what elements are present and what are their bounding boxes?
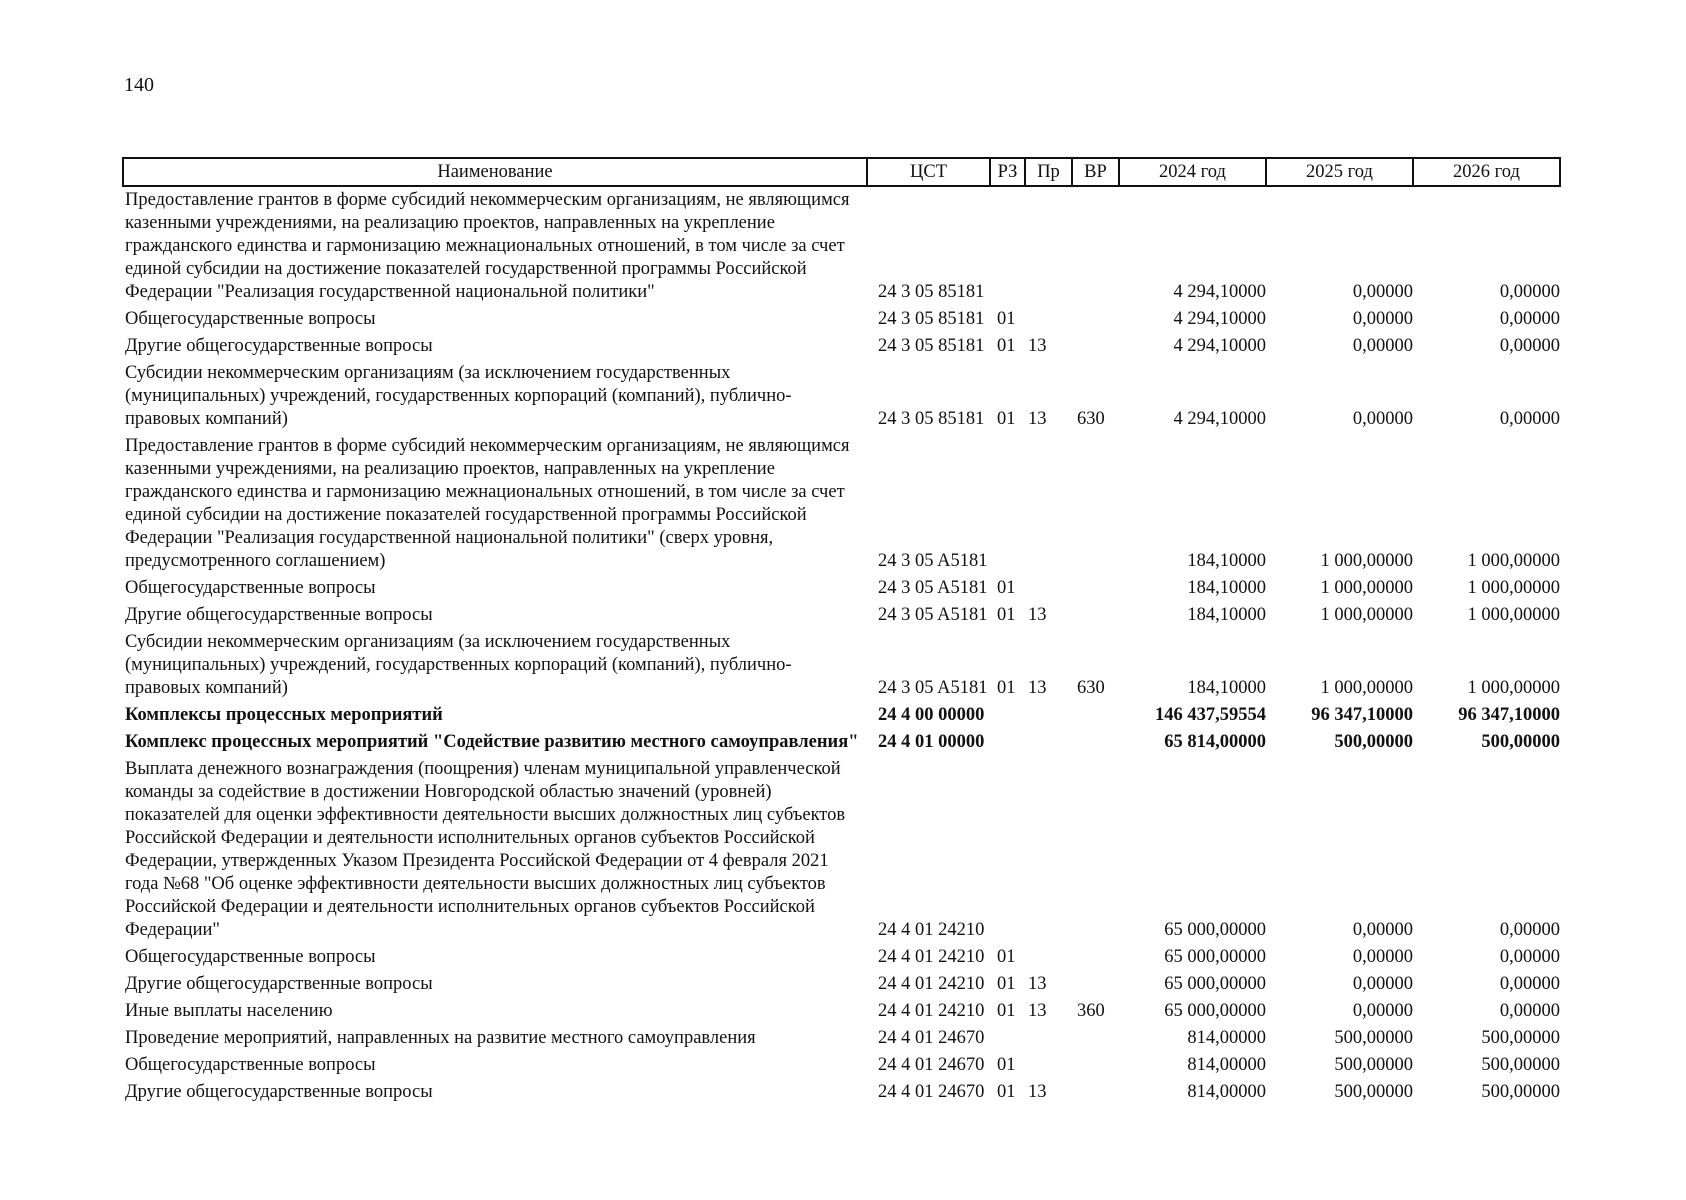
row-2024: 65 000,00000 <box>1164 1001 1266 1021</box>
header-cst: ЦСТ <box>867 158 990 186</box>
row-cst: 24 4 01 24210 <box>878 920 985 940</box>
row-vr <box>1072 333 1119 360</box>
row-rz: 01 <box>997 336 1016 356</box>
row-2025: 500,00000 <box>1334 1055 1413 1075</box>
row-vr <box>1072 306 1119 333</box>
row-2026: 500,00000 <box>1481 1082 1560 1102</box>
row-pr <box>1025 944 1072 971</box>
table-row <box>123 186 1560 306</box>
row-2026: 0,00000 <box>1499 309 1560 329</box>
row-vr <box>1072 1025 1119 1052</box>
row-2026: 500,00000 <box>1481 732 1560 752</box>
table-row <box>123 306 1560 333</box>
row-rz: 01 <box>997 974 1016 994</box>
row-2025: 0,00000 <box>1352 336 1413 356</box>
row-pr <box>1025 186 1072 306</box>
row-2024: 65 000,00000 <box>1164 974 1266 994</box>
row-2026: 0,00000 <box>1499 336 1560 356</box>
row-2025: 96 347,10000 <box>1311 705 1413 725</box>
row-2024: 814,00000 <box>1187 1028 1266 1048</box>
row-2024: 4 294,10000 <box>1173 282 1266 302</box>
row-2026: 0,00000 <box>1499 920 1560 940</box>
row-2026: 0,00000 <box>1499 974 1560 994</box>
row-rz: 01 <box>997 678 1016 698</box>
row-2024: 814,00000 <box>1187 1055 1266 1075</box>
row-name: Другие общегосударственные вопросы <box>125 974 433 994</box>
row-pr <box>1025 756 1072 944</box>
row-rz: 01 <box>997 1082 1016 1102</box>
row-name: Выплата денежного вознаграждения (поощрения) членам муниципальной управленческой команды за содействие в достижении Новгородской областью значений (уровней) показателей для оценки эффективности деятельности высших должностных лиц субъектов Российской Федерации и деятельности исполнительных органов субъектов Российской Федерации, утвержденных Указом Президента Российской Федерации от 4 февраля 2021 года №68 "Об оценке эффективности деятельности высших должностных лиц субъектов Российской Федерации и деятельности исполнительных органов субъектов Российской Федерации" <box>125 759 846 940</box>
table-row <box>123 729 1560 756</box>
row-rz: 01 <box>997 409 1016 429</box>
row-2026: 1 000,00000 <box>1467 578 1560 598</box>
row-2026: 0,00000 <box>1499 1001 1560 1021</box>
row-vr <box>1072 433 1119 575</box>
row-pr: 13 <box>1028 605 1047 625</box>
row-2026: 1 000,00000 <box>1467 678 1560 698</box>
header-2024: 2024 год <box>1119 158 1266 186</box>
row-2025: 0,00000 <box>1352 920 1413 940</box>
table-row <box>123 602 1560 629</box>
row-2024: 4 294,10000 <box>1173 309 1266 329</box>
table-row <box>123 1079 1560 1106</box>
table-row <box>123 702 1560 729</box>
row-cst: 24 3 05 85181 <box>878 309 985 329</box>
row-2026: 96 347,10000 <box>1458 705 1560 725</box>
row-2026: 500,00000 <box>1481 1028 1560 1048</box>
header-vr: ВР <box>1072 158 1119 186</box>
row-2024: 65 814,00000 <box>1164 732 1266 752</box>
row-2026: 0,00000 <box>1499 409 1560 429</box>
row-rz <box>990 756 1025 944</box>
row-pr <box>1025 433 1072 575</box>
table-row <box>123 756 1560 944</box>
row-cst: 24 3 05 A5181 <box>878 678 988 698</box>
row-2024: 65 000,00000 <box>1164 920 1266 940</box>
row-rz: 01 <box>997 947 1016 967</box>
row-name: Предоставление грантов в форме субсидий некоммерческим организациям, не являющимся казенными учреждениями, на реализацию проектов, направленных на укрепление гражданского единства и гармонизацию межнациональных отношений, в том числе за счет единой субсидии на достижение показателей государственной программы Российской Федерации "Реализация государственной национальной политики" (сверх уровня, предусмотренного соглашением) <box>125 436 850 571</box>
row-pr <box>1025 1025 1072 1052</box>
row-vr <box>1072 186 1119 306</box>
row-vr <box>1072 575 1119 602</box>
table-body <box>123 186 1560 1106</box>
row-rz <box>990 433 1025 575</box>
row-2026: 0,00000 <box>1499 282 1560 302</box>
row-name: Общегосударственные вопросы <box>125 578 376 598</box>
header-2026: 2026 год <box>1413 158 1560 186</box>
row-2025: 500,00000 <box>1334 732 1413 752</box>
row-rz <box>990 1025 1025 1052</box>
table-row <box>123 998 1560 1025</box>
row-2026: 500,00000 <box>1481 1055 1560 1075</box>
row-2024: 814,00000 <box>1187 1082 1266 1102</box>
row-2025: 500,00000 <box>1334 1082 1413 1102</box>
row-name: Субсидии некоммерческим организациям (за исключением государственных (муниципальных) учреждений, государственных корпораций (компаний), публично-правовых компаний) <box>125 632 792 698</box>
row-vr <box>1072 602 1119 629</box>
row-name: Предоставление грантов в форме субсидий некоммерческим организациям, не являющимся казенными учреждениями, на реализацию проектов, направленных на укрепление гражданского единства и гармонизацию межнациональных отношений, в том числе за счет единой субсидии на достижение показателей государственной программы Российской Федерации "Реализация государственной национальной политики" <box>125 190 850 302</box>
row-rz: 01 <box>997 1001 1016 1021</box>
row-vr <box>1072 1052 1119 1079</box>
row-vr <box>1072 971 1119 998</box>
row-pr: 13 <box>1028 1082 1047 1102</box>
row-rz <box>990 702 1025 729</box>
row-name: Общегосударственные вопросы <box>125 1055 376 1075</box>
row-vr <box>1072 756 1119 944</box>
table-row <box>123 1052 1560 1079</box>
row-rz: 01 <box>997 309 1016 329</box>
row-name: Другие общегосударственные вопросы <box>125 1082 433 1102</box>
row-2024: 184,10000 <box>1187 578 1266 598</box>
table-header-row <box>123 158 1560 186</box>
row-cst: 24 3 05 A5181 <box>878 605 988 625</box>
row-2024: 184,10000 <box>1187 678 1266 698</box>
row-2024: 4 294,10000 <box>1173 409 1266 429</box>
row-name: Общегосударственные вопросы <box>125 309 376 329</box>
table-row <box>123 1025 1560 1052</box>
row-vr <box>1072 729 1119 756</box>
row-2025: 0,00000 <box>1352 282 1413 302</box>
row-cst: 24 4 01 24670 <box>878 1055 985 1075</box>
row-pr <box>1025 729 1072 756</box>
budget-table <box>122 157 1561 1106</box>
row-2024: 4 294,10000 <box>1173 336 1266 356</box>
row-cst: 24 4 01 24670 <box>878 1082 985 1102</box>
row-pr: 13 <box>1028 409 1047 429</box>
row-cst: 24 4 01 24210 <box>878 1001 985 1021</box>
table-row <box>123 575 1560 602</box>
table-row <box>123 433 1560 575</box>
row-name: Другие общегосударственные вопросы <box>125 605 433 625</box>
table-row <box>123 629 1560 702</box>
row-2024: 146 437,59554 <box>1155 705 1266 725</box>
row-2025: 0,00000 <box>1352 974 1413 994</box>
row-rz: 01 <box>997 1055 1016 1075</box>
row-2025: 1 000,00000 <box>1320 678 1413 698</box>
row-pr <box>1025 702 1072 729</box>
row-2026: 1 000,00000 <box>1467 551 1560 571</box>
row-pr: 13 <box>1028 678 1047 698</box>
row-pr: 13 <box>1028 1001 1047 1021</box>
table-row <box>123 971 1560 998</box>
row-rz: 01 <box>997 605 1016 625</box>
row-2025: 1 000,00000 <box>1320 551 1413 571</box>
row-vr: 360 <box>1077 1001 1105 1021</box>
row-cst: 24 3 05 A5181 <box>878 578 988 598</box>
header-name: Наименование <box>123 158 867 186</box>
row-vr: 630 <box>1077 409 1105 429</box>
row-name: Субсидии некоммерческим организациям (за исключением государственных (муниципальных) учреждений, государственных корпораций (компаний), публично-правовых компаний) <box>125 363 792 429</box>
row-vr <box>1072 1079 1119 1106</box>
header-pr: Пр <box>1025 158 1072 186</box>
row-cst: 24 3 05 85181 <box>878 336 985 356</box>
row-2026: 1 000,00000 <box>1467 605 1560 625</box>
row-pr <box>1025 1052 1072 1079</box>
row-2025: 0,00000 <box>1352 947 1413 967</box>
row-cst: 24 4 00 00000 <box>878 705 985 725</box>
row-rz <box>990 729 1025 756</box>
row-cst: 24 4 01 00000 <box>878 732 985 752</box>
row-name: Иные выплаты населению <box>125 1001 333 1021</box>
row-vr <box>1072 702 1119 729</box>
row-2025: 500,00000 <box>1334 1028 1413 1048</box>
page-number: 140 <box>124 74 154 96</box>
row-name: Комплексы процессных мероприятий <box>125 705 443 725</box>
row-cst: 24 3 05 85181 <box>878 409 985 429</box>
row-name: Общегосударственные вопросы <box>125 947 376 967</box>
row-2025: 0,00000 <box>1352 309 1413 329</box>
row-2025: 1 000,00000 <box>1320 578 1413 598</box>
row-cst: 24 4 01 24210 <box>878 947 985 967</box>
row-pr: 13 <box>1028 336 1047 356</box>
row-2024: 184,10000 <box>1187 551 1266 571</box>
row-cst: 24 4 01 24670 <box>878 1028 985 1048</box>
header-2025: 2025 год <box>1266 158 1413 186</box>
row-vr: 630 <box>1077 678 1105 698</box>
row-cst: 24 3 05 85181 <box>878 282 985 302</box>
row-2026: 0,00000 <box>1499 947 1560 967</box>
table-row <box>123 944 1560 971</box>
row-name: Комплекс процессных мероприятий "Содействие развитию местного самоуправления" <box>125 732 859 752</box>
row-2025: 0,00000 <box>1352 1001 1413 1021</box>
row-2024: 65 000,00000 <box>1164 947 1266 967</box>
row-2025: 0,00000 <box>1352 409 1413 429</box>
table-row <box>123 333 1560 360</box>
row-name: Другие общегосударственные вопросы <box>125 336 433 356</box>
row-name: Проведение мероприятий, направленных на развитие местного самоуправления <box>125 1028 756 1048</box>
row-cst: 24 4 01 24210 <box>878 974 985 994</box>
header-rz: РЗ <box>990 158 1025 186</box>
row-pr: 13 <box>1028 974 1047 994</box>
row-2024: 184,10000 <box>1187 605 1266 625</box>
row-vr <box>1072 944 1119 971</box>
row-cst: 24 3 05 A5181 <box>878 551 988 571</box>
row-2025: 1 000,00000 <box>1320 605 1413 625</box>
table-row <box>123 360 1560 433</box>
row-rz: 01 <box>997 578 1016 598</box>
row-pr <box>1025 306 1072 333</box>
row-rz <box>990 186 1025 306</box>
row-pr <box>1025 575 1072 602</box>
